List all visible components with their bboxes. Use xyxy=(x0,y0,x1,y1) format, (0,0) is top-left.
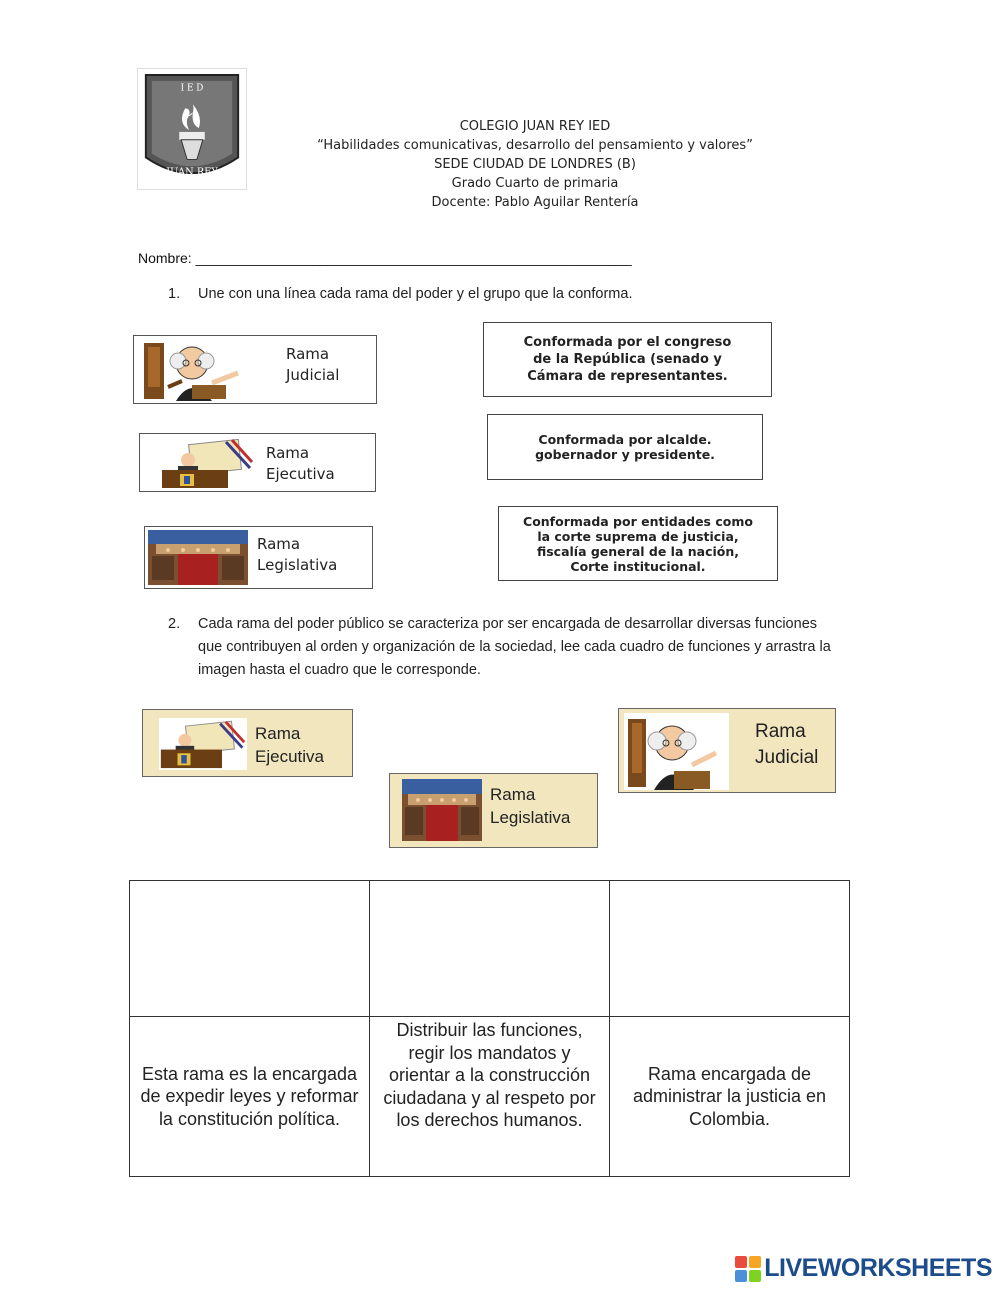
description-cell: Rama encargada de administrar la justicia en Colombia. xyxy=(610,1017,850,1177)
q1-group-alcalde[interactable] xyxy=(487,414,763,480)
drag-card-judicial[interactable] xyxy=(618,708,836,793)
school-logo xyxy=(137,68,247,190)
q1-group-congreso[interactable] xyxy=(483,322,772,397)
q1-branch-judicial[interactable] xyxy=(133,335,377,404)
group-text: Conformada por el congreso de la República (senado y Cámara de representantes. xyxy=(523,335,732,384)
question-2-text: Cada rama del poder público se caracteriza por ser encargada de desarrollar diversas funciones que contribuyen al orden y organización de la sociedad, lee cada cuadro de funciones y arrastra la imagen hasta el cuadro que le corresponde. xyxy=(198,616,831,678)
grade-label: Grado Cuarto de primaria xyxy=(451,176,619,191)
branch-name: Legislativa xyxy=(257,556,338,574)
judge-icon xyxy=(138,339,266,401)
executive-desk-icon xyxy=(160,438,255,488)
description-cell: Esta rama es la encargada de expedir leyes y reformar la constitución política. xyxy=(130,1017,370,1177)
card-title: Rama xyxy=(755,721,806,742)
header-block xyxy=(300,117,770,212)
branch-name: Ejecutiva xyxy=(266,465,335,483)
judge-icon xyxy=(624,713,729,790)
liveworksheets-logo-icon xyxy=(735,1256,761,1282)
group-text: Conformada por alcalde. gobernador y presidente. xyxy=(535,432,715,462)
school-motto: “Habilidades comunicativas, desarrollo del pensamiento y valores” xyxy=(317,138,753,153)
name-line: ________________________________________________________ xyxy=(195,250,632,266)
card-title: Rama xyxy=(255,724,301,743)
svg-text:JUAN REY: JUAN REY xyxy=(166,167,218,179)
q1-group-corte[interactable] xyxy=(498,506,778,581)
card-name: Ejecutiva xyxy=(255,747,324,766)
congress-hall-icon xyxy=(402,779,482,841)
brand-text: LIVEWORKSHEETS xyxy=(764,1254,992,1282)
q1-branch-legislativa[interactable] xyxy=(144,526,373,589)
torch-shield-icon xyxy=(138,69,246,189)
branch-title: Rama xyxy=(257,535,301,553)
svg-text:I E D: I E D xyxy=(180,83,204,94)
question-1-number: 1. xyxy=(168,286,181,302)
card-name: Legislativa xyxy=(490,808,571,827)
question-2-number: 2. xyxy=(168,616,181,632)
school-name: COLEGIO JUAN REY IED xyxy=(459,119,611,134)
executive-desk-icon xyxy=(159,716,247,772)
name-label: Nombre: xyxy=(138,250,192,266)
branch-title: Rama xyxy=(286,345,330,363)
drop-row xyxy=(130,881,850,1017)
card-name: Judicial xyxy=(755,747,819,768)
drag-card-legislativa[interactable] xyxy=(389,773,598,848)
description-row xyxy=(130,1017,850,1177)
congress-hall-icon xyxy=(148,530,248,585)
liveworksheets-brand[interactable] xyxy=(735,1254,992,1283)
group-text: Conformada por entidades como la corte suprema de justicia, fiscalía general de la nación, Corte institucional. xyxy=(523,513,753,574)
drop-zone-2[interactable] xyxy=(370,881,610,1017)
card-title: Rama xyxy=(490,785,536,804)
drop-zone-3[interactable] xyxy=(610,881,850,1017)
drop-table xyxy=(129,880,850,1177)
campus-name: SEDE CIUDAD DE LONDRES (B) xyxy=(434,157,636,172)
drag-card-ejecutiva[interactable] xyxy=(142,709,353,777)
name-field xyxy=(138,250,632,266)
description-cell: Distribuir las funciones, regir los mandatos y orientar a la construcción ciudadana y al respeto por los derechos humanos. xyxy=(370,1017,610,1177)
drop-zone-1[interactable] xyxy=(130,881,370,1017)
question-1 xyxy=(168,283,868,306)
question-2 xyxy=(168,613,838,682)
q1-branch-ejecutiva[interactable] xyxy=(139,433,376,492)
branch-title: Rama xyxy=(266,444,310,462)
teacher-label: Docente: Pablo Aguilar Rentería xyxy=(431,195,639,210)
branch-name: Judicial xyxy=(286,366,340,384)
question-1-text: Une con una línea cada rama del poder y el grupo que la conforma. xyxy=(198,286,633,302)
